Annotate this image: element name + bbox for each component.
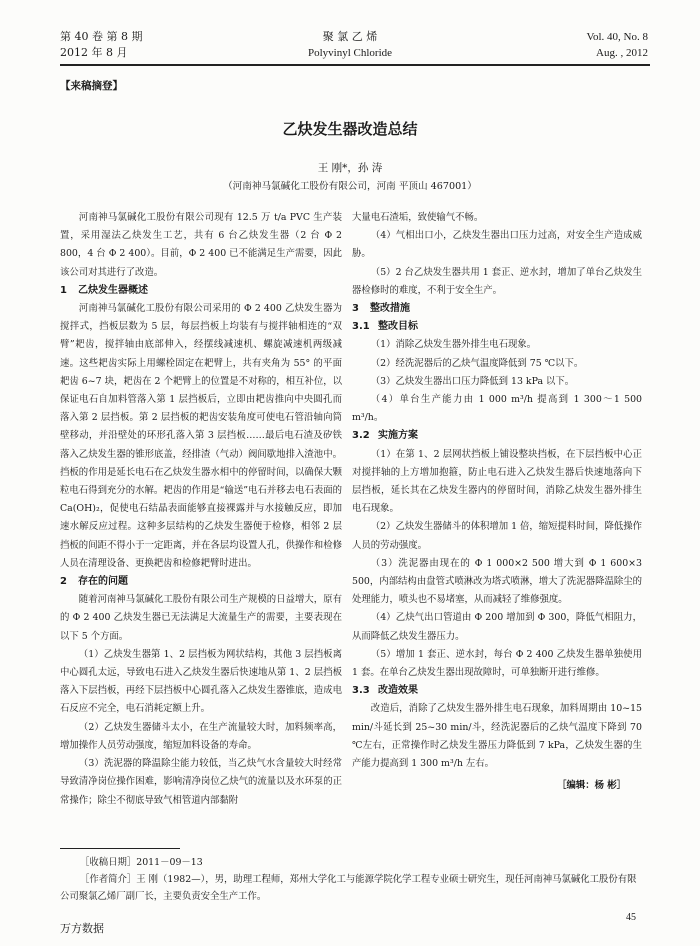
problem-3-continued: 大量电石渣垢，致使输气不畅。 xyxy=(352,212,484,223)
header-date-en: Aug. , 2012 xyxy=(596,47,648,59)
received-date: ［收稿日期］2011－09－13 xyxy=(80,857,203,868)
section-2-intro: 随着河南神马氯碱化工股份有限公司生产规模的日益增大，原有的 Φ 2 400 乙炔发生器已无法满足大流量生产的需要，主要表现在以下 5 个方面。 xyxy=(60,594,342,642)
header-journal-cn: 聚 氯 乙 烯 xyxy=(322,30,378,43)
section-3-1-heading: 3.1 整改目标 xyxy=(352,321,418,333)
article-title: 乙炔发生器改造总结 xyxy=(282,120,418,138)
goal-1: （1）消除乙炔发生器外排生电石现象。 xyxy=(370,339,537,351)
measure-1: （1）在第 1、2 层网状挡板上铺设整块挡板，在下层挡板中心正对搅拌轴的上方增加抱箍，防止电石进入乙炔发生器后快速地落向下层挡板，延长其在乙炔发生器内的停留时间，消除乙炔发生器外排生电石现象。 xyxy=(352,448,642,515)
section-3-heading: 3 整改措施 xyxy=(352,303,410,315)
measure-5: （5）增加 1 套正、逆水封，每台 Φ 2 400 乙炔发生器单独使用 1 套。在单台乙炔发生器出现故障时，可单独断开进行维修。 xyxy=(352,648,642,679)
header-volume-en: Vol. 40, No. 8 xyxy=(586,31,648,43)
authors: 王 刚*，孙 涛 xyxy=(317,162,383,174)
effect-paragraph: 改造后，消除了乙炔发生器外排生电石现象，加料周期由 10~15 min/斗延长到 25~30 min/斗，经洗泥器后的乙炔气温度下降到 70 ℃左右，正常操作时乙炔发生器压力降低到 7 kPa，乙炔发生器的生产能力提高到 1 300 m³/h 左右。 xyxy=(352,703,642,770)
left-column xyxy=(60,209,342,810)
problem-5: （5）2 台乙炔发生器共用 1 套正、逆水封，增加了单台乙炔发生器检修时的难度，不利于安全生产。 xyxy=(352,266,642,296)
header-date: 2012 年 8 月 xyxy=(60,46,128,59)
column-tag: 【来稿摘登】 xyxy=(60,80,123,92)
header-journal-en: Polyvinyl Chloride xyxy=(307,47,393,59)
page-number: 45 xyxy=(626,912,636,923)
right-column xyxy=(352,209,642,796)
section-2-heading: 2 存在的问题 xyxy=(60,576,128,588)
problem-2: （2）乙炔发生器储斗太小，在生产流量较大时，加料频率高，增加操作人员劳动强度，缩短加料设备的寿命。 xyxy=(60,721,342,751)
footnote xyxy=(60,854,642,905)
problem-3: （3）洗泥器的降温除尘能力较低，当乙炔气水含量较大时经常导致清净岗位操作困难，影响清净岗位乙炔气的流量以及水环泵的正常操作；除尘不彻底导致气相管道内部黏附 xyxy=(60,758,342,806)
editor-credit: ［编辑：杨 彬］ xyxy=(557,780,626,792)
goal-2: （2）经洗泥器后的乙炔气温度降低到 75 ℃以下。 xyxy=(370,357,584,369)
header-volume: 第 40 卷 第 8 期 xyxy=(60,30,143,43)
measure-2: （2）乙炔发生器储斗的体积增加 1 倍，缩短提料时间，降低操作人员的劳动强度。 xyxy=(352,521,642,551)
goal-4: （4）单台生产能力由 1 000 m³/h 提高到 1 300～1 500 m³/h。 xyxy=(352,394,642,424)
goal-3: （3）乙炔发生器出口压力降低到 13 kPa 以下。 xyxy=(370,375,575,387)
affiliation: （河南神马氯碱化工股份有限公司，河南 平顶山 467001） xyxy=(223,181,477,192)
problem-4: （4）气相出口小，乙炔发生器出口压力过高，对安全生产造成威胁。 xyxy=(352,230,642,260)
intro-paragraph: 河南神马氯碱化工股份有限公司现有 12.5 万 t/a PVC 生产装置，采用湿法乙炔发生工艺，共有 6 台乙炔发生器（2 台 Φ 2 800，4 台 Φ 2 400）。目前，Φ 2 400 已不能满足生产需要，因此该公司对其进行了改造。 xyxy=(60,212,342,278)
measure-4: （4）乙炔气出口管道由 Φ 200 增加到 Φ 300，降低气相阻力，从而降低乙炔发生器压力。 xyxy=(352,612,642,642)
section-1-heading: 1 乙炔发生器概述 xyxy=(60,284,148,296)
section-3-3-heading: 3.3 改造效果 xyxy=(352,685,418,697)
watermark: 万方数据 xyxy=(60,922,104,935)
section-1-text: 河南神马氯碱化工股份有限公司采用的 Φ 2 400 乙炔发生器为搅拌式，挡板层数为 5 层，每层挡板上均装有与搅拌轴相连的“双臂”耙齿，搅拌轴由底部伸入，经摆线减速机、螺旋减速机两级减速。这些耙齿实际上用螺栓固定在耙臂上，共有夹角为 55° 的平面耙齿 6~7 块，耙齿在 2 个耙臂上的位置是不对称的，相互补位，以保证电石自加料管落入第 1 层挡板后，立即由耙齿推向中央圆孔而落入第 2 层挡板。第 2 层挡板的耙齿安装角度可使电石管沿轴向筒壁移动，并沿壁处的环形孔落入第 3 层挡板……最后电石渣及矽铁落入乙炔发生器的锥形底盖，经排渣（气动）阀间歇地排入渣池中。挡板的作用是延长电石在乙炔发生器水相中的停留时间，以确保大颗粒电石得到充分的水解。耙齿的作用是“输送”电石并移去电石表面的 Ca(OH)₂，促使电石结晶表面能够直接裸露并与水接触反应，即加速水解反应过程。这种多层结构的乙炔发生器便于检修，相邻 2 层挡板的间距不得小于一定距离，并在各层均设置人孔，供操作和检修人员在清理设备、更换耙齿和检修耙臂时进出。 xyxy=(60,303,342,569)
footnote-rule xyxy=(60,848,180,849)
measure-3: （3）洗泥器由现在的 Φ 1 000×2 500 增大到 Φ 1 600×3 500，内部结构由盘管式喷淋改为塔式喷淋，增大了洗泥器降温除尘的处理能力，喷头也不易堵塞，从而减轻了维修强度。 xyxy=(352,557,642,606)
problem-1: （1）乙炔发生器第 1、2 层挡板为网状结构，其他 3 层挡板离中心圆孔太远，导致电石进入乙炔发生器后快速地从第 1、2 层挡板落入下层挡板，再经下层挡板中心圆孔落入乙炔发生器锥底，造成电石反应不完全，电石消耗定额上升。 xyxy=(60,648,342,715)
header-rule xyxy=(60,64,650,66)
section-3-2-heading: 3.2 实施方案 xyxy=(352,430,418,442)
author-bio: ［作者简介］王 刚（1982—），男，助理工程师，郑州大学化工与能源学院化学工程专业硕士研究生，现任河南神马氯碱化工股份有限公司聚氯乙烯厂副厂长，主要负责安全生产工作。 xyxy=(60,874,637,902)
